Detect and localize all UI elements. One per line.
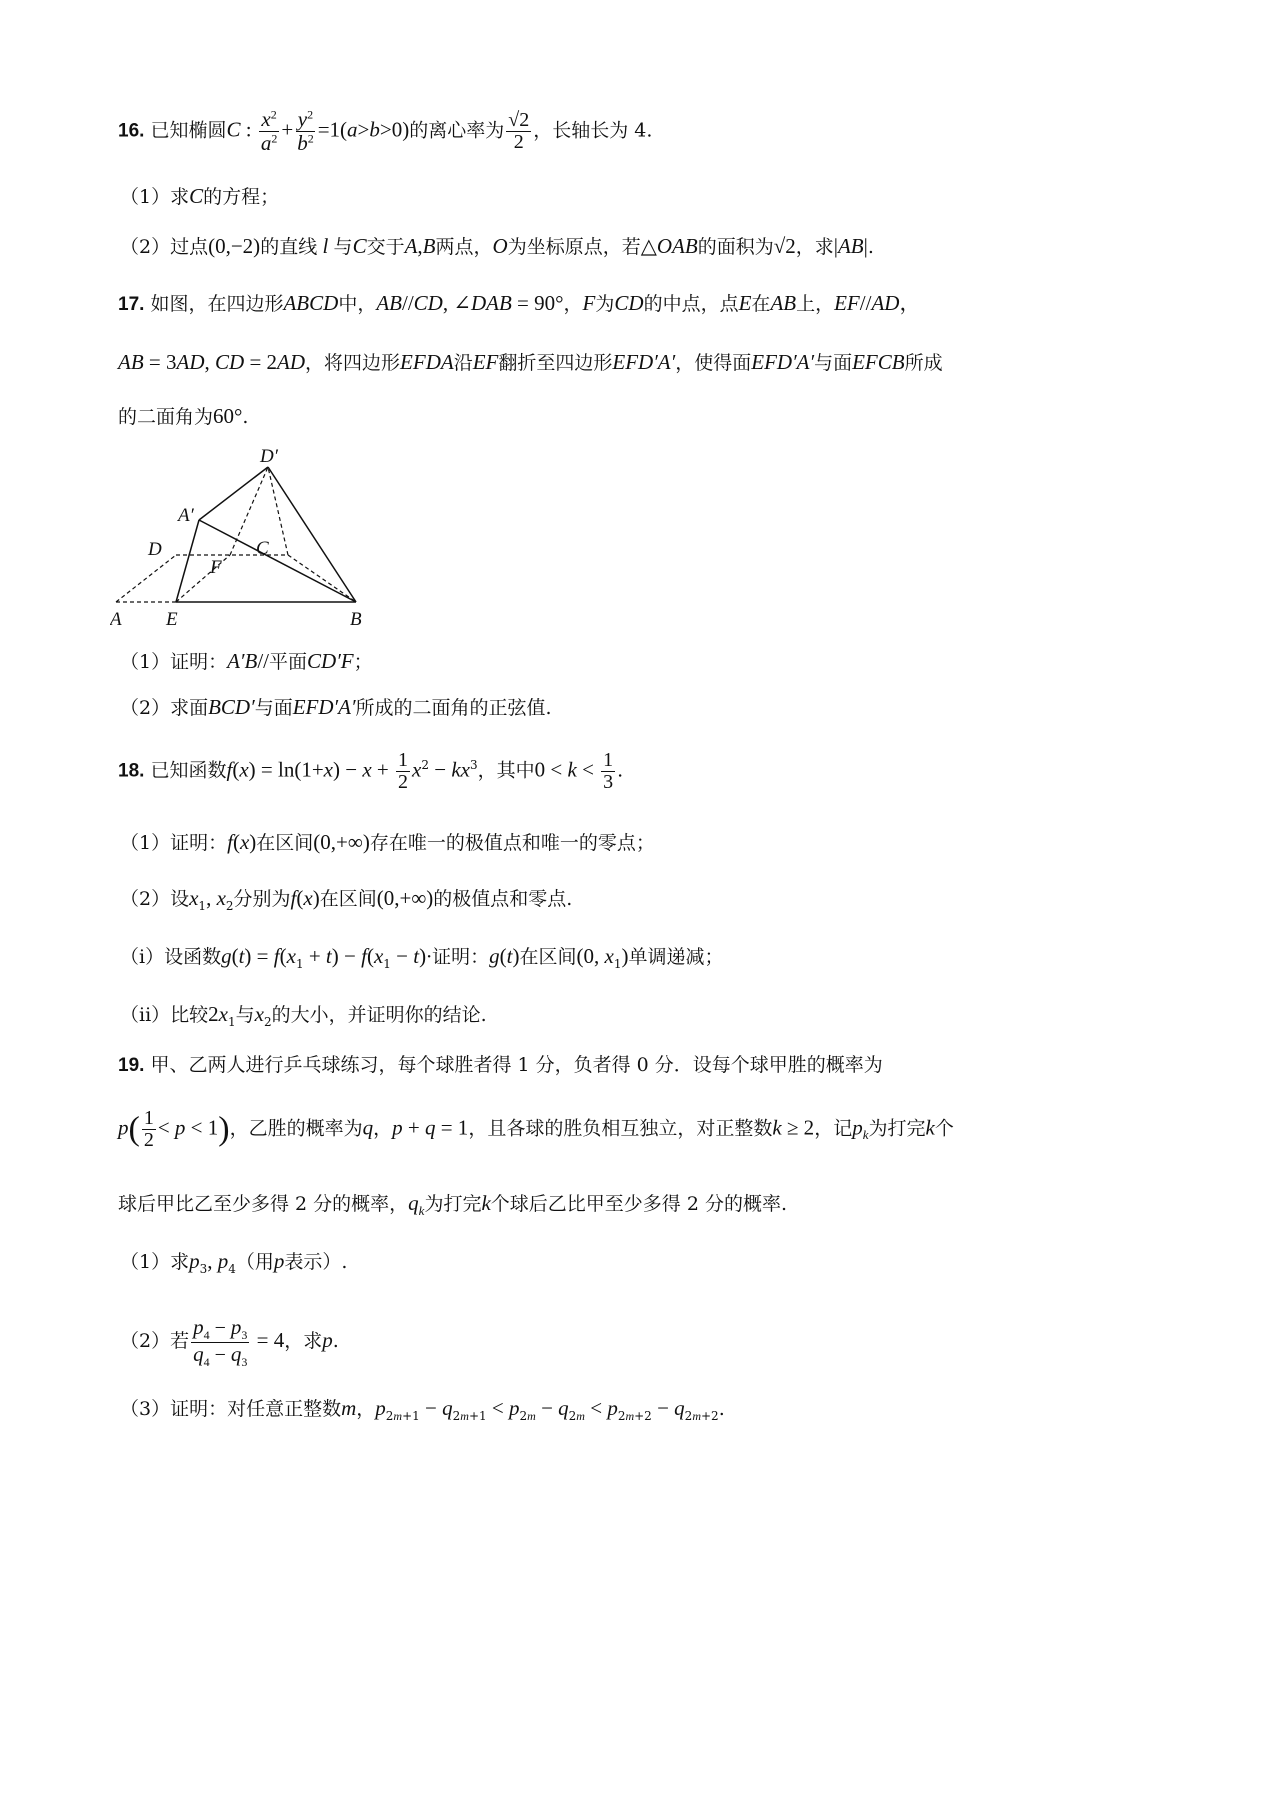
q16-part2: （2）过点(0,−2)的直线 l 与C交于A,B两点，O为坐标原点，若△OAB的面积为√2，求|AB|. — [120, 234, 874, 258]
q19-stem-line3: 球后甲比乙至少多得 2 分的概率，$q_k$为打完k个球后乙比甲至少多得 2 分的概率. — [118, 1191, 788, 1218]
edge-E-F — [176, 555, 230, 602]
question-number: 18. — [118, 760, 145, 782]
edge-D1-A1 — [199, 467, 268, 520]
label-A1: A′ — [178, 505, 194, 526]
q19-stem-line2: p( $\frac{1}{2}$ < p < 1)，乙胜的概率为q，p + q = 1，且各球的胜负相互独立，对正整数k ≥ 2，记$p_k$为打完k个 — [118, 1107, 954, 1151]
label-B: B — [350, 609, 362, 630]
edge-D1-B — [268, 467, 356, 602]
q18-part1: （1）证明：f(x)在区间(0,+∞)存在唯一的极值点和唯一的零点； — [120, 830, 655, 854]
label-A: A — [110, 609, 122, 630]
label-D1: D′ — [260, 446, 278, 467]
edge-C-B — [288, 555, 356, 602]
q17-stem-line1: 17. 如图，在四边形ABCD中，AB//CD, ∠DAB = 90°，F为CD的中点，点E在AB上，EF//AD， — [118, 291, 921, 315]
q17-stem-line3: 的二面角为60°. — [118, 404, 249, 428]
q18-part2-i: （i）设函数$g(t) = f(x_1 + t) - f(x_1 - t)\cdot$证明：g(t)在区间(0, $x_1$)单调递减； — [120, 944, 724, 971]
q19-stem-line1: 19. 甲、乙两人进行乒乓球练习，每个球胜者得 1 分，负者得 0 分．设每个球甲胜的概率为 — [118, 1054, 883, 1076]
q16-part1: （1）求C的方程； — [120, 184, 280, 208]
q17-part1: （1）证明：A′B//平面CD′F； — [120, 649, 373, 673]
q19-part2: （2）若 $\frac{p_4 - p_3}{q_4 - q_3}$ = 4，求p. — [120, 1315, 339, 1369]
q18-stem: 18. 已知函数f(x) = ln(1+x) − x + $\frac{1}{2}$ $x^2 - kx^3$，其中0 < k < $\frac{1}{3}$ . — [118, 749, 624, 793]
q17-figure — [110, 445, 380, 630]
label-E: E — [166, 609, 178, 630]
q17-stem-line2: AB = 3AD, CD = 2AD，将四边形EFDA沿EF翻折至四边形EFD′A′，使得面EFD′A′与面EFCB所成 — [118, 350, 943, 374]
q19-part3: （3）证明：对任意正整数m，$p_{2m+1} - q_{2m+1} < p_{2m} - q_{2m} < p_{2m+2} - q_{2m+2}$. — [120, 1396, 725, 1423]
q16-stem: 16. 已知椭圆C : $\frac{x^2}{a^2}$ + $\frac{y^2}{b^2}$ =1(a>b>0)的离心率为 $\frac{√2}{2}$ ，长轴长为 4. — [118, 107, 653, 155]
question-number: 19. — [118, 1055, 145, 1076]
label-F: F — [210, 557, 222, 578]
label-D: D — [148, 539, 162, 560]
edge-A1-E — [176, 520, 199, 602]
question-number: 17. — [118, 294, 145, 315]
q18-part2-ii: （ii）比较$2x_1$与$x_2$的大小，并证明你的结论. — [120, 1002, 487, 1029]
edge-C-D1 — [268, 467, 288, 555]
label-C: C — [256, 538, 269, 559]
q18-part2: （2）设$x_1$, $x_2$分别为f(x)在区间(0,+∞)的极值点和零点. — [120, 886, 573, 913]
q19-part1: （1）求$p_3$, $p_4$（用p表示）. — [120, 1249, 348, 1276]
q17-part2: （2）求面BCD′与面EFD′A′所成的二面角的正弦值. — [120, 695, 552, 719]
question-number: 16. — [118, 120, 145, 142]
edge-A1-B — [199, 520, 356, 602]
edge-A-D — [116, 555, 176, 602]
